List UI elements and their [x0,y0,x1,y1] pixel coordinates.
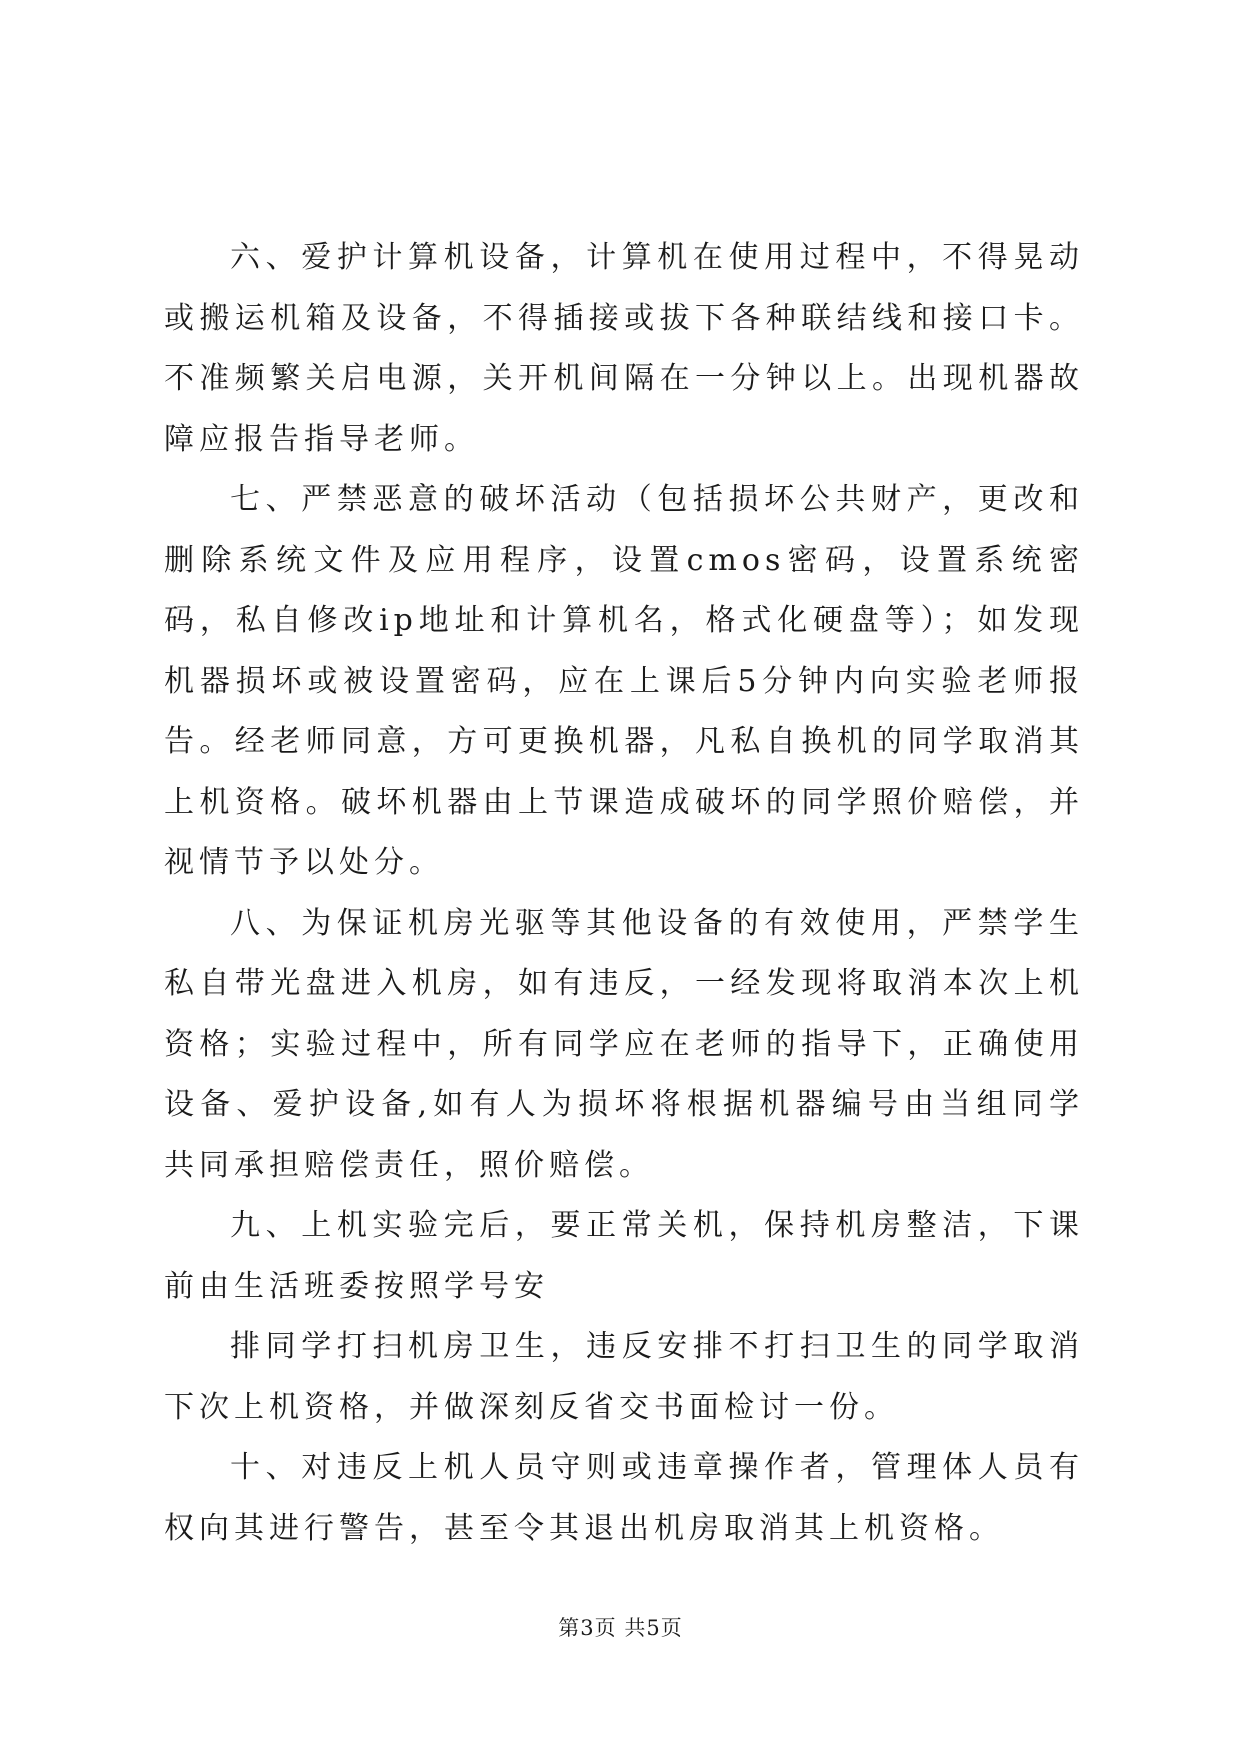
document-body [164,228,1084,1559]
paragraph-rule-10: 十、对违反上机人员守则或违章操作者，管理体人员有权向其进行警告，甚至令其退出机房取消其上机资格。 [164,1450,1084,1546]
paragraph-rule-8: 八、为保证机房光驱等其他设备的有效使用，严禁学生私自带光盘进入机房，如有违反，一经发现将取消本次上机资格；实验过程中，所有同学应在老师的指导下，正确使用设备、爱护设备,如有人为损坏将根据机器编号由当组同学共同承担赔偿责任，照价赔偿。 [164,905,1084,1183]
paragraph-rule-9: 九、上机实验完后，要正常关机，保持机房整洁，下课前由生活班委按照学号安 [164,1208,1084,1304]
paragraph-rule-6: 六、爱护计算机设备，计算机在使用过程中，不得晃动或搬运机箱及设备，不得插接或拔下各种联结线和接口卡。不准频繁关启电源，关开机间隔在一分钟以上。出现机器故障应报告指导老师。 [164,240,1084,457]
paragraph-rule-9-continued: 排同学打扫机房卫生，违反安排不打扫卫生的同学取消下次上机资格，并做深刻反省交书面检讨一份。 [164,1329,1084,1425]
page-number-footer: 第3页 共5页 [558,1616,683,1640]
paragraph-rule-7: 七、严禁恶意的破坏活动（包括损坏公共财产，更改和删除系统文件及应用程序，设置cmos密码，设置系统密码，私自修改ip地址和计算机名，格式化硬盘等）；如发现机器损坏或被设置密码，应在上课后5分钟内向实验老师报告。经老师同意，方可更换机器，凡私自换机的同学取消其上机资格。破坏机器由上节课造成破坏的同学照价赔偿，并视情节予以处分。 [164,482,1084,880]
